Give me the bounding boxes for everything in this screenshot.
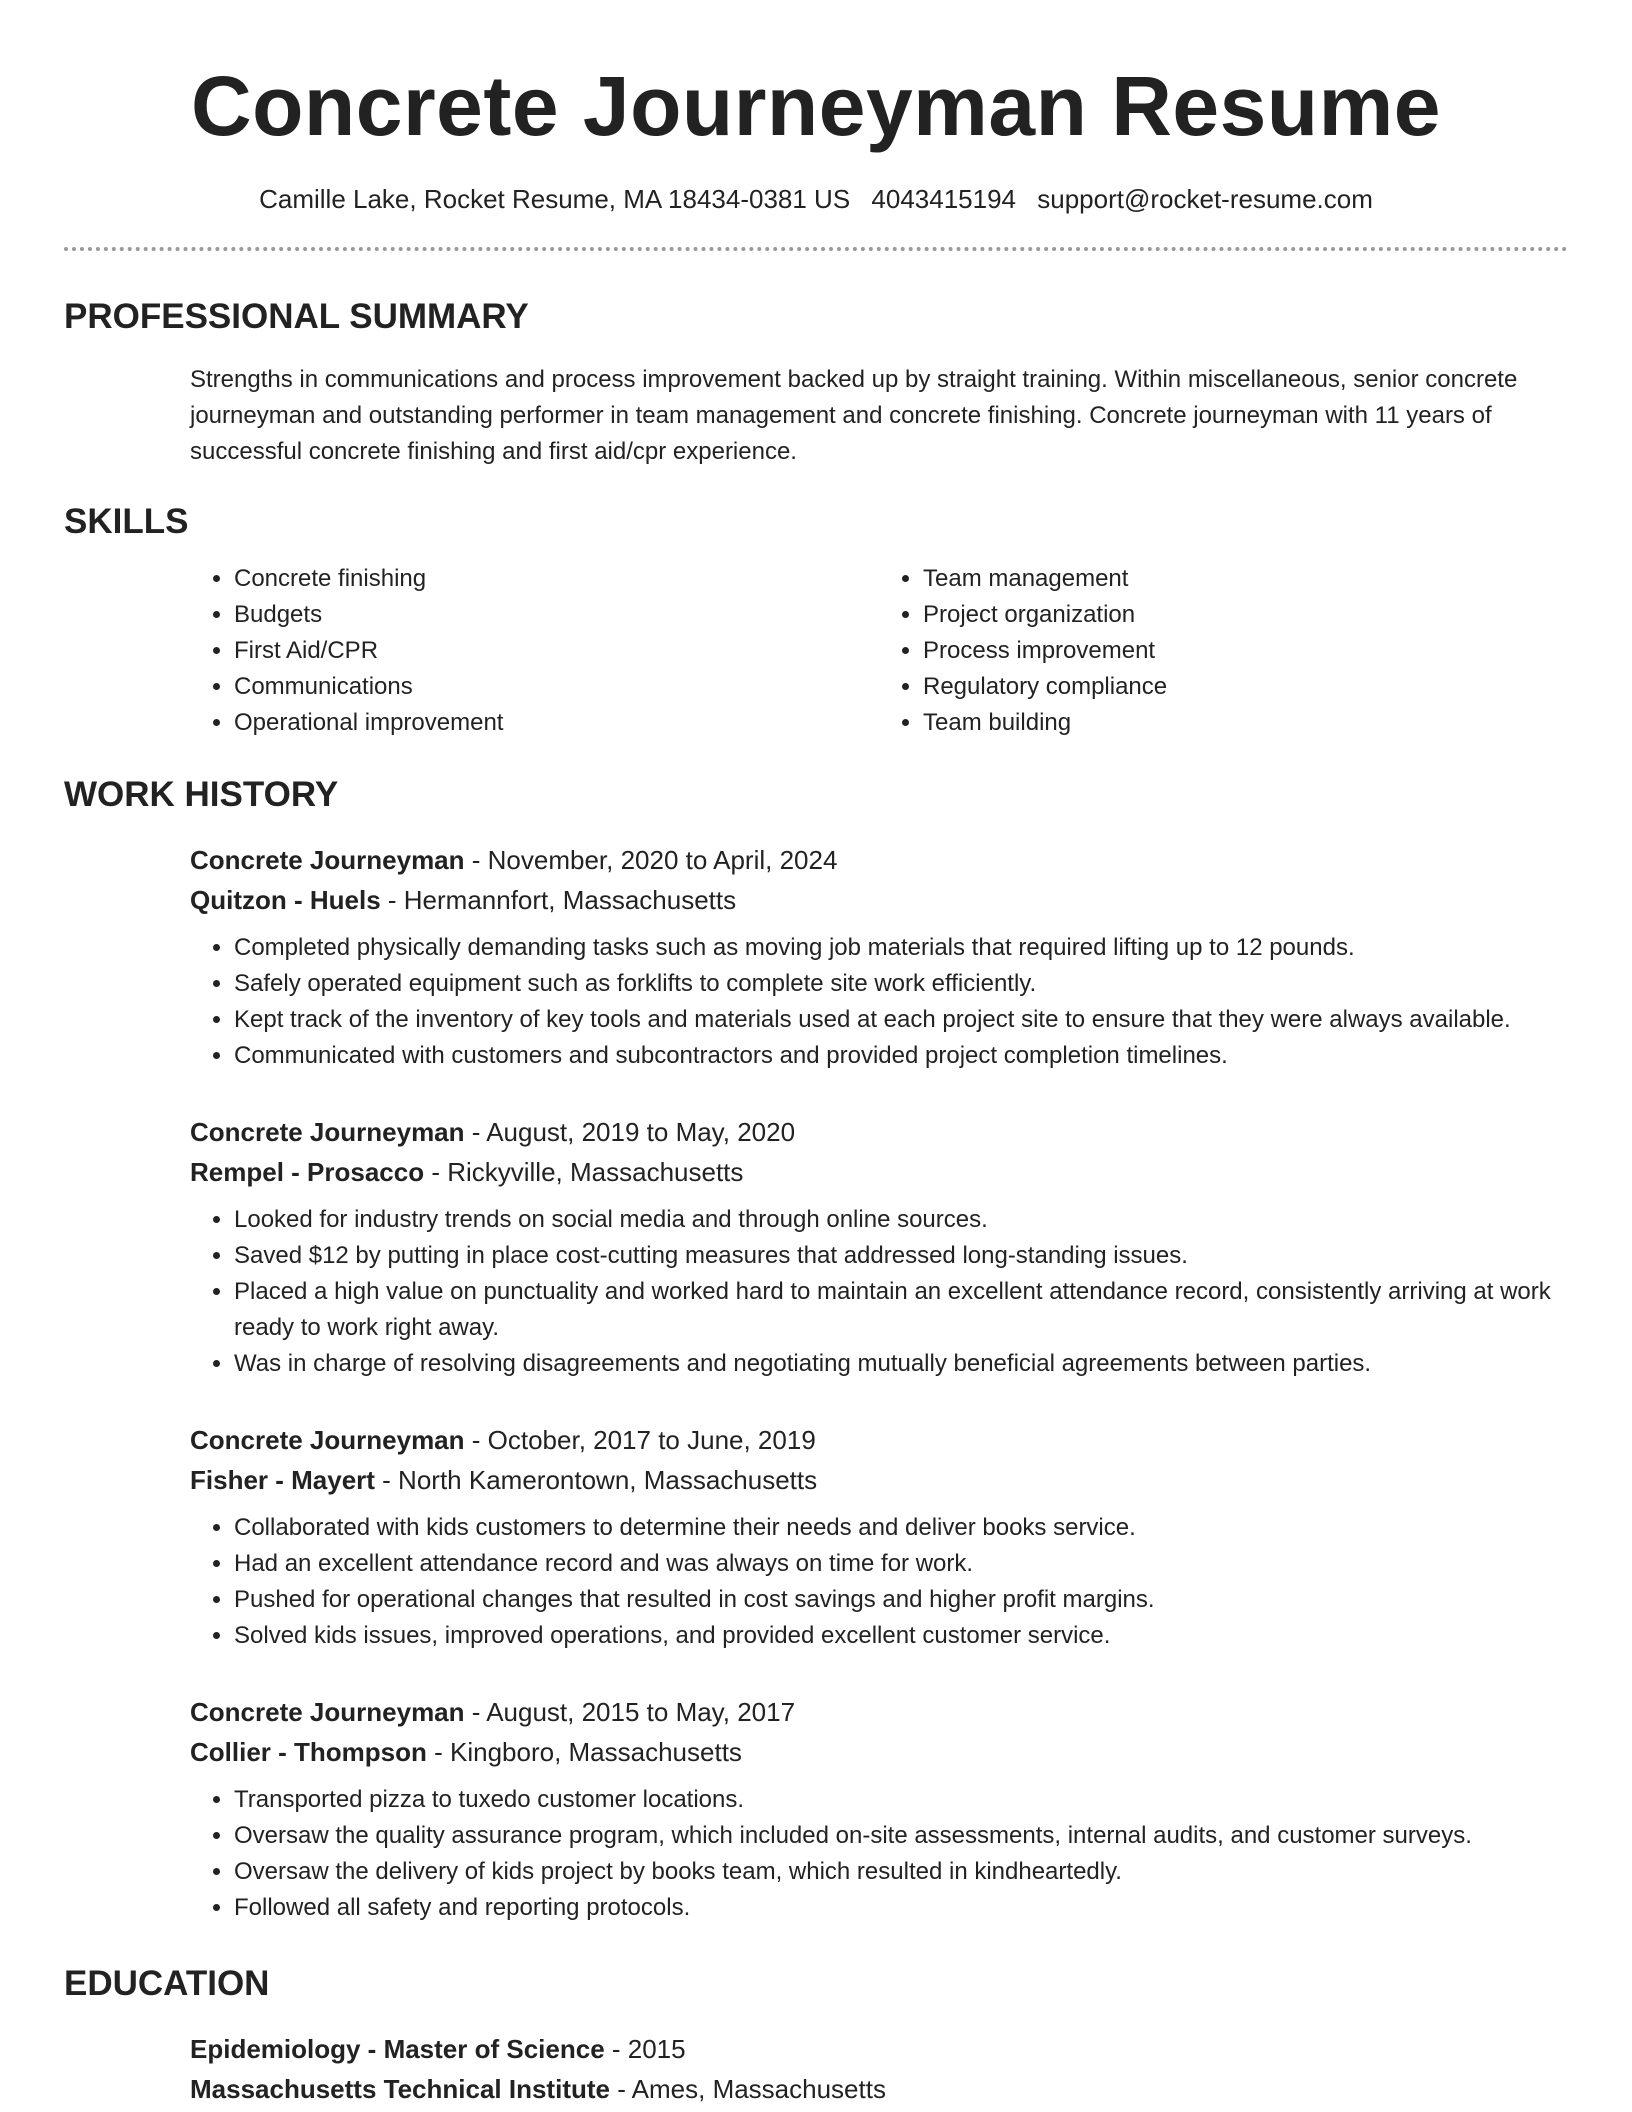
education-entry <box>190 2029 1568 2109</box>
job-bullets <box>190 1202 1568 1382</box>
skills-heading: SKILLS <box>64 502 189 541</box>
job-title-line <box>190 1692 1568 1732</box>
job-title: Concrete Journeyman <box>190 1425 465 1455</box>
job-bullet: • Followed all safety and reporting protocols. <box>234 1890 1568 1926</box>
job-bullet: • Pushed for operational changes that resulted in cost savings and higher profit margins. <box>234 1582 1568 1618</box>
job-company: Collier - Thompson <box>190 1737 427 1767</box>
education-year: - 2015 <box>604 2034 686 2064</box>
skill-item: • First Aid/CPR <box>234 633 879 669</box>
job-company: Quitzon - Huels <box>190 885 381 915</box>
job-entry <box>190 840 1568 1074</box>
job-bullet: • Collaborated with kids customers to determine their needs and deliver books service. <box>234 1510 1568 1546</box>
job-dates: - November, 2020 to April, 2024 <box>464 845 838 875</box>
header-divider <box>64 247 1568 251</box>
job-title: Concrete Journeyman <box>190 1117 465 1147</box>
job-bullet: • Had an excellent attendance record and was always on time for work. <box>234 1546 1568 1582</box>
job-bullet: • Transported pizza to tuxedo customer locations. <box>234 1782 1568 1818</box>
job-bullet: • Solved kids issues, improved operations, and provided excellent customer service. <box>234 1618 1568 1654</box>
job-company-line <box>190 1152 1568 1192</box>
job-title-line <box>190 1112 1568 1152</box>
job-company-line <box>190 880 1568 920</box>
job-entry <box>190 1692 1568 1926</box>
summary-text: Strengths in communications and process improvement backed up by straight training. Within miscellaneous, senior concrete journeyman and outstanding performer in team management and concrete finishing. Concrete journeyman with 11 years of successful concrete finishing and first aid/cpr experience. <box>190 366 1518 465</box>
job-location: - Hermannfort, Massachusetts <box>380 885 737 915</box>
job-bullet: • Looked for industry trends on social media and through online sources. <box>234 1202 1568 1238</box>
education-heading: EDUCATION <box>64 1964 270 2003</box>
education-degree: Epidemiology - Master of Science <box>190 2034 605 2064</box>
skills-column-right <box>879 561 1568 741</box>
education-location: - Ames, Massachusetts <box>609 2074 886 2104</box>
job-bullets <box>190 1782 1568 1926</box>
job-bullets <box>190 1510 1568 1654</box>
job-dates: - August, 2015 to May, 2017 <box>464 1697 796 1727</box>
job-entry <box>190 1420 1568 1654</box>
contact-address: Camille Lake, Rocket Resume, MA 18434-0381 US <box>259 184 851 214</box>
job-bullet: • Completed physically demanding tasks such as moving job materials that required lifting up to 12 pounds. <box>234 930 1568 966</box>
job-dates: - August, 2019 to May, 2020 <box>464 1117 796 1147</box>
skill-item: • Process improvement <box>923 633 1568 669</box>
skill-item: • Team management <box>923 561 1568 597</box>
job-bullet: • Oversaw the delivery of kids project by books team, which resulted in kindheartedly. <box>234 1854 1568 1890</box>
skill-item: • Regulatory compliance <box>923 669 1568 705</box>
job-location: - Rickyville, Massachusetts <box>424 1157 744 1187</box>
skill-item: • Communications <box>234 669 879 705</box>
skill-item: • Team building <box>923 705 1568 741</box>
job-bullet: • Communicated with customers and subcontractors and provided project completion timelines. <box>234 1038 1568 1074</box>
job-title-line <box>190 1420 1568 1460</box>
education-school: Massachusetts Technical Institute <box>190 2074 610 2104</box>
job-title: Concrete Journeyman <box>190 1697 465 1727</box>
contact-email: support@rocket-resume.com <box>1037 184 1373 214</box>
contact-phone: 4043415194 <box>871 184 1017 214</box>
job-bullet: • Oversaw the quality assurance program, which included on-site assessments, internal audits, and customer surveys. <box>234 1818 1568 1854</box>
job-bullet: • Safely operated equipment such as forklifts to complete site work efficiently. <box>234 966 1568 1002</box>
job-entry <box>190 1112 1568 1382</box>
job-company-line <box>190 1732 1568 1772</box>
skill-item: • Operational improvement <box>234 705 879 741</box>
job-location: - Kingboro, Massachusetts <box>426 1737 742 1767</box>
job-location: - North Kamerontown, Massachusetts <box>374 1465 818 1495</box>
job-title: Concrete Journeyman <box>190 845 465 875</box>
skills-column-left <box>190 561 879 741</box>
resume-title: Concrete Journeyman Resume <box>190 59 1442 153</box>
skill-item: • Project organization <box>923 597 1568 633</box>
job-company-line <box>190 1460 1568 1500</box>
job-title-line <box>190 840 1568 880</box>
job-bullet: • Kept track of the inventory of key tools and materials used at each project site to ensure that they were always available. <box>234 1002 1568 1038</box>
contact-line <box>64 184 1568 215</box>
skill-item: • Budgets <box>234 597 879 633</box>
work-history-heading: WORK HISTORY <box>64 775 339 814</box>
skill-item: • Concrete finishing <box>234 561 879 597</box>
work-history-list <box>190 840 1568 1926</box>
education-degree-line <box>190 2029 1568 2069</box>
job-bullet: • Saved $12 by putting in place cost-cutting measures that addressed long-standing issues. <box>234 1238 1568 1274</box>
job-dates: - October, 2017 to June, 2019 <box>464 1425 816 1455</box>
summary-heading: PROFESSIONAL SUMMARY <box>64 297 529 336</box>
job-company: Fisher - Mayert <box>190 1465 375 1495</box>
job-bullets <box>190 930 1568 1074</box>
job-bullet: • Was in charge of resolving disagreements and negotiating mutually beneficial agreements between parties. <box>234 1346 1568 1382</box>
skills-list <box>190 561 1568 741</box>
job-company: Rempel - Prosacco <box>190 1157 425 1187</box>
education-school-line <box>190 2069 1568 2109</box>
job-bullet: • Placed a high value on punctuality and worked hard to maintain an excellent attendance record, consistently arriving at work ready to work right away. <box>234 1274 1568 1346</box>
